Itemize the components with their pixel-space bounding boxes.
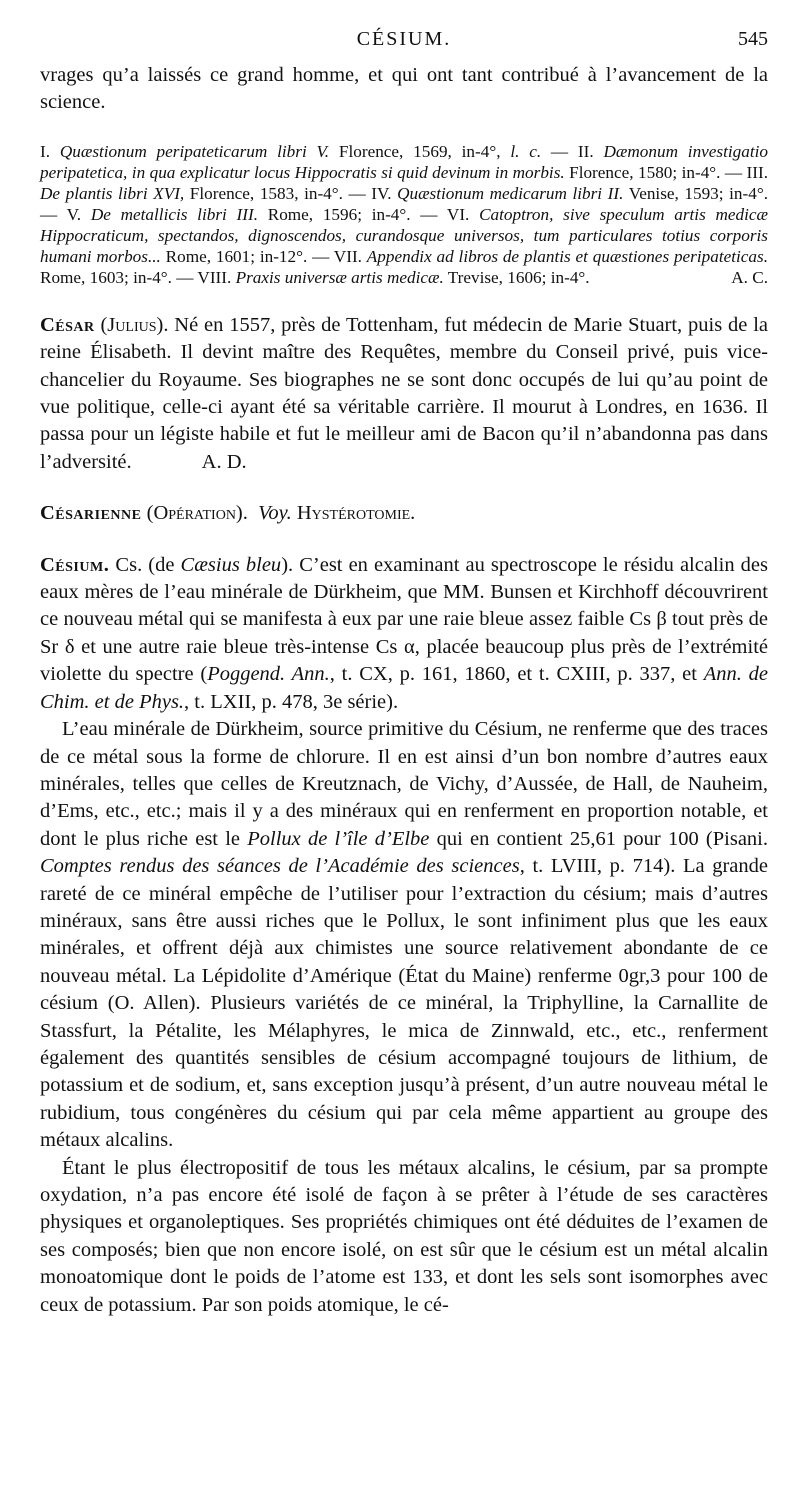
work-title: Catoptron, sive speculum artis medicæ Hippocraticum, spectandos, dignoscendos, curandosque universos, tum particulares totius corporis humani morbos... [40,204,769,266]
entry-cesarienne [40,500,768,527]
note-text: Rome, 1601; in-12°. — VII. [160,246,367,266]
citation-journal: Poggend. Ann. [207,663,330,686]
cesium-paragraph-2 [40,716,768,1155]
note-text: Florence, 1583, in-4°. — IV. [184,183,398,203]
entry-name: (Julius). [100,313,169,336]
author-signature: A. D. [201,450,247,473]
entry-cesium [40,552,768,716]
note-number: I. [40,141,51,161]
entry-text: , t. LXII, p. 478, 3e série). [184,690,399,713]
running-title: CÉSIUM. [356,28,452,50]
entry-headword: Césarienne [40,502,142,525]
note-text: Florence, 1580; in-4°. — III. [564,162,768,182]
entry-qualifier: (Opération). [146,502,248,525]
page-number: 545 [738,28,768,50]
work-title: Quæstionum peripateticarum libri V. [59,141,330,161]
entry-text: Né en 1557, près de Tottenham, fut médecin de Marie Stuart, puis de la reine Élisabeth. Il devint maître des Requêtes, membre du Conseil privé, puis vice-chancelier du Royaume. Ses biographes ne se sont donc occupés de lui qu’au point de vue politique, celle-ci ayant été sa véritable carrière. Il mourut à Londres, en 1636. Il passa pour un légiste habile et fut le meilleur ami de Bacon qu’il n’abandonna pas dans l’adversité. [40,313,768,473]
entry-text: L’eau minérale de Dürkheim, source primitive du Césium, ne renferme que des traces de ce métal sous la forme de chlorure. Il en est ainsi d’un bon nombre d’autres eaux minérales, telles que celles de Kreutznach, de Vichy, d’Aussée, de Hall, de Nauheim, d’Ems, etc., etc.; mais il y a des minéraux qui en renferment en proportion notable, et dont le plus riche est le [40,718,768,850]
work-title: De plantis libri XVI, [40,183,185,203]
see-also-label: Voy. [258,502,292,525]
note-text: Rome, 1596; in-4°. — VI. [258,204,480,224]
note-text: Venise, 1593; in-4°. — V. [40,183,768,224]
cesium-paragraph-3: Étant le plus électropositif de tous les métaux alcalins, le césium, par sa prompte oxydation, n’a pas encore été isolé de façon à se prêter à l’étude de ses caractères physiques et organoleptiques. Ses propriétés chimiques ont été déduites de l’examen de ses composés; bien que non encore isolé, on est sûr que le césium est un métal alcalin monoatomique dont le poids de l’atome est 133, et dont les sels sont isomorphes avec ceux de potassium. Par son poids atomique, le cé- [40,1156,768,1316]
note-text: Rome, 1603; in-4°. — VIII. [40,267,236,287]
bibliography-notes [40,141,768,288]
mineral-name: Pollux de l’île d’Elbe [247,827,430,850]
entry-headword: Césium. [40,553,110,576]
continuation-paragraph: vrages qu’a laissés ce grand homme, et qui ont tant contribué à l’avancement de la science. [40,64,768,114]
entry-text: , t. CX, p. 161, 1860, et t. CXIII, p. 337, et [329,663,704,686]
entry-cesar [40,312,768,476]
note-abbrev: l. c. [510,141,542,161]
citation-journal: Comptes rendus des séances de l’Académie des sciences [40,855,520,878]
page-body [40,62,768,1319]
work-title: Quæstionum medicarum libri II. [397,183,624,203]
entry-text: Cs. (de [109,553,181,576]
see-also-link[interactable]: Hystérotomie. [296,502,416,525]
entry-headword: César [40,313,95,336]
entry-text: qui en contient 25,61 pour 100 (Pisani. [429,827,768,850]
entry-text: , t. LVIII, p. 714). La grande rareté de ce minéral empêche de l’utiliser pour l’extraction du césium; mais d’autres minéraux, sans être aussi riches que le Pollux, le sont infiniment plus que les eaux minérales, et offrent déjà aux chimistes une source relativement abondante de ce nouveau métal. La Lépidolite d’Amérique (État du Maine) renferme 0gr,3 pour 100 de césium (O. Allen). Plusieurs variétés de ce minéral, la Triphylline, la Carnallite de Stassfurt, la Pétalite, les Mélaphyres, le mica de Zinnwald, etc., etc., renferment également des quantités sensibles de césium accompagné toujours de lithium, de potassium et de sodium, et, sans exception jusqu’à présent, d’un autre nouveau métal le rubidium, tous congénères du césium qui par cela même appartient au groupe des métaux alcalins. [40,855,769,1152]
running-header [40,28,768,56]
work-title: De metallicis libri III. [90,204,258,224]
note-text: Trevise, 1606; in-4°. [443,267,590,287]
work-title: Praxis universæ artis medicæ. [235,267,444,287]
note-text: — II. [541,141,604,161]
work-title: Dæmonum investigatio peripatetica, in qua explicatur locus Hippocratis si quid devinum in morbis. [40,141,768,182]
etymology: Cæsius bleu [180,553,282,576]
citation-journal: Ann. de Chim. et de Phys. [40,663,769,713]
work-title: Appendix ad libros de plantis et quæstiones peripateticas. [366,246,768,266]
note-text: Florence, 1569, in-4°, [329,141,511,161]
entry-text: ). C’est en examinant au spectroscope le résidu alcalin des eaux mères de l’eau minérale de Dürkheim, que MM. Bunsen et Kirchhoff découvrirent ce nouveau métal qui se manifesta à eux par une raie bleue assez faible Cs β tout près de Sr δ et une autre raie bleue très-intense Cs α, placée beaucoup plus près de l’extrémité violette du spectre ( [40,553,768,686]
author-signature: A. C. [731,267,768,287]
